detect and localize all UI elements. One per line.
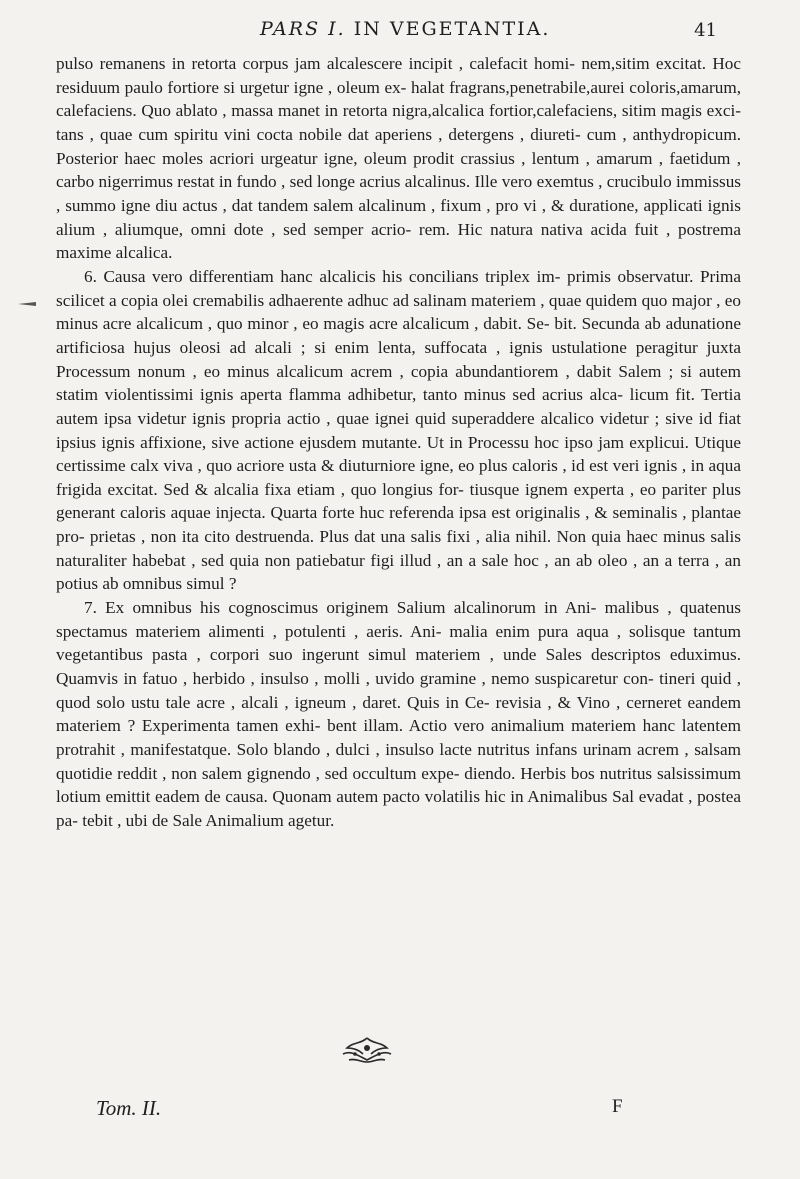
running-head-title (260, 18, 550, 40)
paragraph-6: 6. Causa vero differentiam hanc alcalicis his concilians triplex im- primis observatur. Prima scilicet a copia olei cremabilis adhaerente adhuc ad salinam materiem , quae quidem quo major , eo minus acre alcalicum , quo minor , eo magis acre alcalicum , dabit. Se- bit. Secunda ab adunatione artificiosa hujus oleosi ad alcali ; si enim lenta, suffocata , ignis ustulatione peragitur juxta Processum nonum , eo minus alcalicum acrem , copia abundantiorem , dabit Salem ; si autem statim violentissimi ignis aperta flamma adhibetur, tanto minus sed acrius alca- licum fit. Tertia autem ipsa videtur ignis propria actio , quae ignei quid superaddere alcalico videtur ; sive id fiat ipsius ignis affixione, sive actione ejusdem mutante. Ut in Processu hoc ipso jam explicui. Utique certissime calx viva , quo acriore usta & diuturniore igne, eo plus caloris , id est veri ignis , in aqua frigida excitat. Sed & alcalia fixa etiam , quo longius for- tiusque ignem experta , eo pariter plus generant caloris aquae injecta. Quarta forte huc referenda ipsa est originalis , & seminalis , plantae pro- prietas , non ita cito destruenda. Plus dat una salis fixi , alia nihil. Non quia haec minus salis naturaliter habebat , sed quia non patiebatur figi illud , an a sale hoc , an ab oleo , an a terra , an potius ab omnibus simul ? (56, 266, 741, 594)
paragraph-continuation: pulso remanens in retorta corpus jam alcalescere incipit , calefacit homi- nem,sitim excitat. Hoc residuum paulo fortiore si urgetur igne , oleum ex- halat fragrans,penetrabile,aurei coloris,amarum, calefaciens. Quo ablato , massa manet in retorta nigra,alcalica fortior,calefaciens, sitim magis exci- tans , quae cum spiritu vini cocta nobile dat aperiens , detergens , diureti- cum , anthydropicum. Posterior haec moles acriori urgeatur igne, oleum prodit crassius , lentum , amarum , faetidum , carbo nigerrimus restat in fundo , sed longe acrius alcalinus. Ille vero exemtus , crucibulo immissus , summo igne diu actus , dat tandem salem alcalinum , fixum , pro vi , & duratione, applicati ignis alium , aliumque, omni dote , sed semper acrio- rem. Hic natura nativa acida fuit , postrema maxime alcalica. (56, 54, 741, 263)
running-head-part: PARS I. (260, 18, 346, 40)
body-text (56, 52, 741, 833)
page-number: 41 (694, 20, 717, 41)
signature-mark: F (612, 1096, 623, 1117)
margin-mark-icon (18, 292, 36, 298)
running-head (0, 18, 800, 52)
volume-label: Tom. II. (96, 1096, 162, 1120)
page-footer (0, 1096, 800, 1136)
paragraph-7: 7. Ex omnibus his cognoscimus originem Salium alcalinorum in Ani- malibus , quatenus spectamus materiem alimenti , potulenti , aeris. Ani- malia enim pura aqua , solisque tantum vegetantibus pasta , corpori suo ingerunt simul materiem , unde Sales descriptos eduximus. Quamvis in fatuo , herbido , insulso , molli , uvido gramine , nemo suspicaretur con- tineri quid , quod solo ustu tale acre , alcali , igneum , daret. Quis in Ce- revisia , & Vino , cerneret eandem materiem ? Experimenta tamen exhi- bent illam. Actio vero animalium materiem hanc latentem protrahit , manifestatque. Solo blando , dulci , insulso lacte nutritus infans urinam acrem , salsam quotidie reddit , non salem gignendo , sed occultum expe- diendo. Herbis bos nutritus salsissimum lotium emittit eadem de causa. Quonam autem pacto volatilis hic in Animalibus Sal evadat , postea pa- tebit , ubi de Sale Animalium agetur. (56, 598, 741, 830)
running-head-section: IN VEGETANTIA. (345, 18, 551, 40)
fleuron-icon (335, 1034, 399, 1066)
